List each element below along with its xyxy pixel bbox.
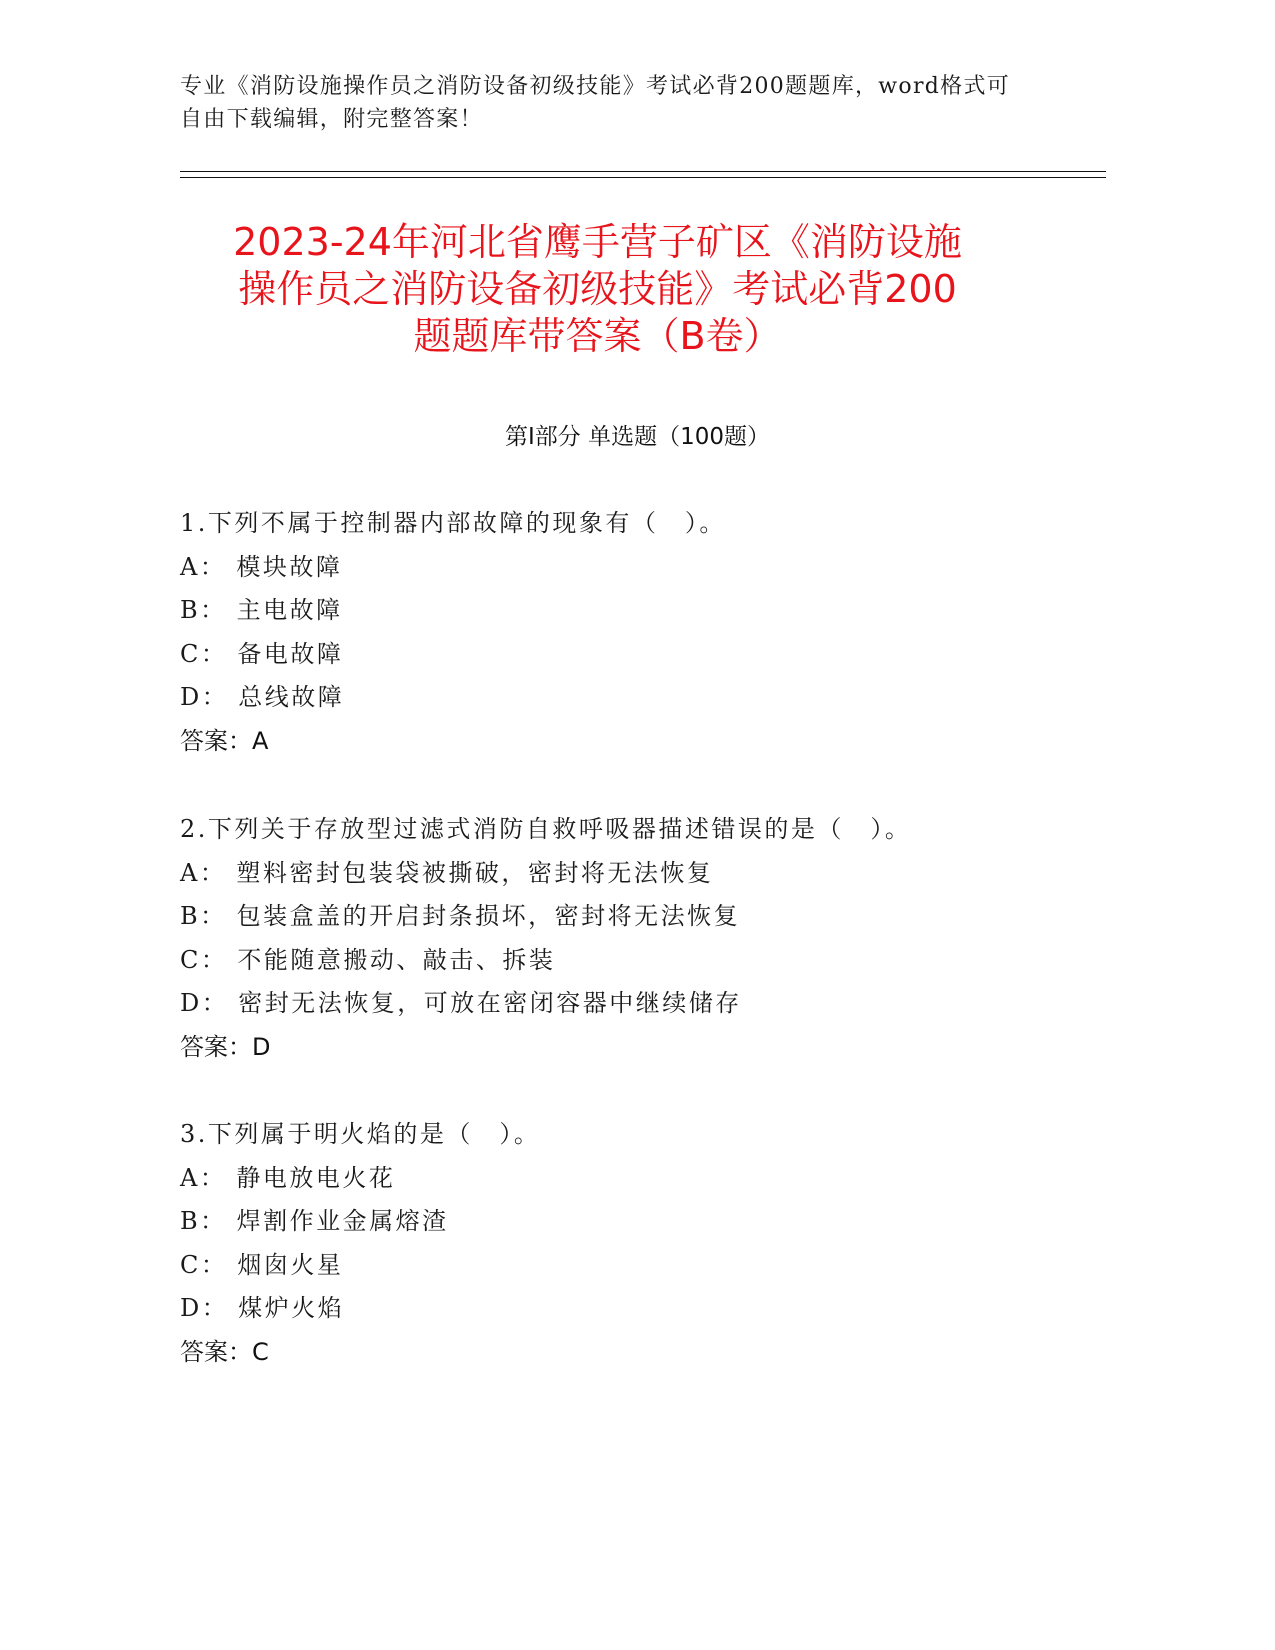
question-stem: 2.下列关于存放型过滤式消防自救呼吸器描述错误的是（ ）。 xyxy=(180,815,912,843)
option-a xyxy=(180,852,1140,896)
option-key: D： xyxy=(180,1294,229,1322)
option-text: 备电故障 xyxy=(237,639,344,668)
option-d xyxy=(180,982,1140,1026)
answer-line: 答案：A xyxy=(180,726,269,755)
option-text: 模块故障 xyxy=(236,552,343,581)
option-key: A： xyxy=(180,858,227,887)
option-key: C： xyxy=(180,639,228,668)
option-key: A： xyxy=(180,1163,227,1192)
option-d xyxy=(180,676,1140,720)
option-c xyxy=(180,633,1140,677)
header-note xyxy=(180,70,1040,136)
question-block xyxy=(180,502,1140,763)
document-title-line-1: 2023-24年河北省鹰手营子矿区《消防设施 xyxy=(233,220,962,264)
option-text: 包装盒盖的开启封条损坏，密封将无法恢复 xyxy=(236,902,741,930)
option-text: 不能随意搬动、敲击、拆装 xyxy=(237,945,556,974)
question-block xyxy=(180,808,1140,1069)
answer-line: 答案：D xyxy=(180,1032,271,1061)
document-title xyxy=(160,219,1035,360)
option-a xyxy=(180,1157,1140,1201)
option-text: 塑料密封包装袋被撕破，密封将无法恢复 xyxy=(236,858,714,887)
option-key: B： xyxy=(180,596,227,624)
question-stem: 1.下列不属于控制器内部故障的现象有（ ）。 xyxy=(180,509,726,537)
option-key: B： xyxy=(180,902,227,930)
option-text: 静电放电火花 xyxy=(236,1163,396,1192)
option-b xyxy=(180,1200,1140,1244)
option-text: 密封无法恢复，可放在密闭容器中继续储存 xyxy=(238,989,742,1017)
document-title-line-2: 操作员之消防设备初级技能》考试必背200 xyxy=(238,267,957,311)
option-a xyxy=(180,546,1140,590)
option-b xyxy=(180,589,1140,633)
header-note-line-1: 专业《消防设施操作员之消防设备初级技能》考试必背200题题库，word格式可 xyxy=(180,74,1011,99)
option-c xyxy=(180,939,1140,983)
answer-line: 答案：C xyxy=(180,1337,269,1366)
option-key: C： xyxy=(180,945,228,974)
question-block xyxy=(180,1113,1140,1374)
option-key: B： xyxy=(180,1207,227,1235)
option-d xyxy=(180,1287,1140,1331)
option-text: 总线故障 xyxy=(238,683,345,711)
header-note-line-2: 自由下载编辑，附完整答案！ xyxy=(180,107,483,132)
option-key: D： xyxy=(180,989,229,1017)
option-c xyxy=(180,1244,1140,1288)
question-stem: 3.下列属于明火焰的是（ ）。 xyxy=(180,1120,541,1148)
option-key: D： xyxy=(180,683,229,711)
option-key: A： xyxy=(180,552,227,581)
header-divider-bottom xyxy=(180,177,1106,178)
option-text: 煤炉火焰 xyxy=(238,1294,345,1322)
option-key: C： xyxy=(180,1250,228,1279)
section-heading: 第I部分 单选题（100题） xyxy=(505,424,770,450)
document-title-line-3: 题题库带答案（B卷） xyxy=(413,314,782,358)
option-text: 烟囱火星 xyxy=(237,1250,344,1279)
option-text: 主电故障 xyxy=(236,596,343,624)
header-divider-top xyxy=(180,171,1106,172)
option-b xyxy=(180,895,1140,939)
option-text: 焊割作业金属熔渣 xyxy=(236,1207,449,1235)
